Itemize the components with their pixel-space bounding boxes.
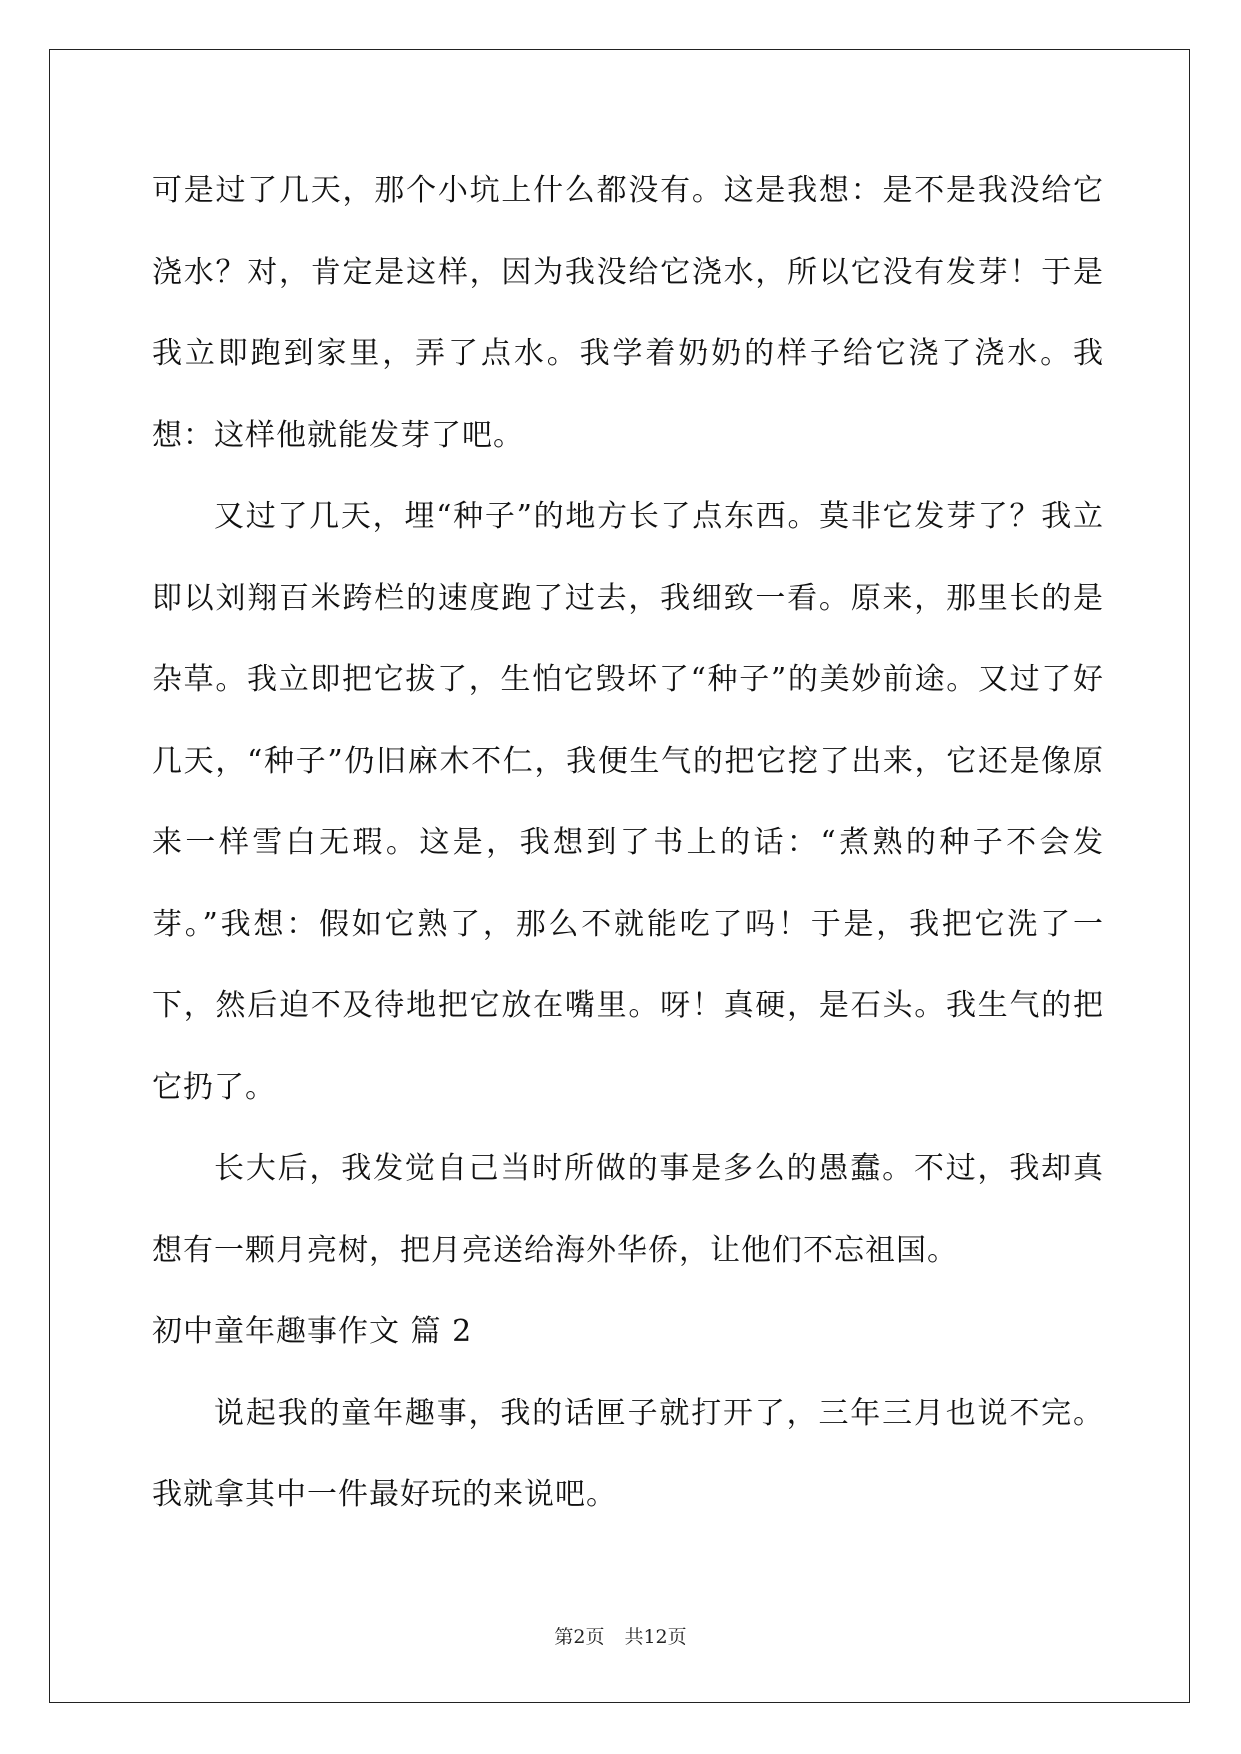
- page-footer: [0, 1622, 1241, 1649]
- document-body: [152, 150, 1104, 1536]
- paragraph-continued: 可是过了几天，那个小坑上什么都没有。这是我想：是不是我没给它浇水？对，肯定是这样，因为我没给它浇水，所以它没有发芽！于是我立即跑到家里，弄了点水。我学着奶奶的样子给它浇了浇水。我想：这样他就能发芽了吧。: [152, 173, 1104, 453]
- page-total: 共12页: [624, 1626, 687, 1648]
- section-heading: 初中童年趣事作文 篇 2: [152, 1314, 473, 1349]
- page-number: 第2页: [554, 1626, 605, 1648]
- paragraph-conclusion: 长大后，我发觉自己当时所做的事是多么的愚蠢。不过，我却真想有一颗月亮树，把月亮送给海外华侨，让他们不忘祖国。: [152, 1151, 1104, 1268]
- paragraph-article-2-intro: 说起我的童年趣事，我的话匣子就打开了，三年三月也说不完。我就拿其中一件最好玩的来说吧。: [152, 1395, 1104, 1512]
- paragraph-seed-story: 又过了几天，埋“种子”的地方长了点东西。莫非它发芽了？我立即以刘翔百米跨栏的速度跑了过去，我细致一看。原来，那里长的是杂草。我立即把它拔了，生怕它毁坏了“种子”的美妙前途。又过了好几天，“种子”仍旧麻木不仁，我便生气的把它挖了出来，它还是像原来一样雪白无瑕。这是，我想到了书上的话：“煮熟的种子不会发芽。”我想：假如它熟了，那么不就能吃了吗！于是，我把它洗了一下，然后迫不及待地把它放在嘴里。呀！真硬，是石头。我生气的把它扔了。: [152, 499, 1104, 1105]
